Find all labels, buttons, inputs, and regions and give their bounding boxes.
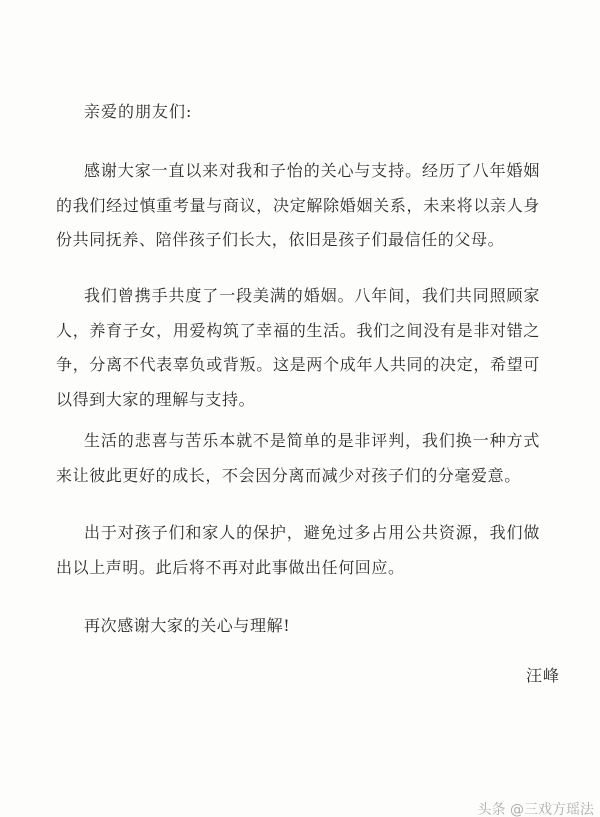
letter-signature: 汪峰: [525, 666, 560, 685]
letter-paragraph-5: 再次感谢大家的关心与理解!: [84, 616, 291, 635]
letter-greeting: 亲爱的朋友们:: [84, 102, 193, 121]
letter-paragraph-1: 感谢大家一直以来对我和子怡的关心与支持。经历了八年婚姻的我们经过慎重考量与商议，决定解除婚姻关系，未来将以亲人身份共同抚养、陪伴孩子们长大，依旧是孩子们最信任的父母。: [56, 161, 540, 249]
letter-paragraph-2: 我们曾携手共度了一段美满的婚姻。八年间，我们共同照顾家人，养育子女，用爱构筑了幸福的生活。我们之间没有是非对错之争，分离不代表辜负或背叛。这是两个成年人共同的决定，希望可以得到大家的理解与支持。: [56, 286, 540, 409]
source-watermark: 头条 @三戏方瑶法: [477, 802, 594, 817]
letter-paragraph-3: 生活的悲喜与苦乐本就不是简单的是非评判，我们换一种方式来让彼此更好的成长，不会因分离而减少对孩子们的分毫爱意。: [56, 431, 540, 485]
letter-paragraph-4: 出于对孩子们和家人的保护，避免过多占用公共资源，我们做出以上声明。此后将不再对此事做出任何回应。: [56, 523, 540, 577]
